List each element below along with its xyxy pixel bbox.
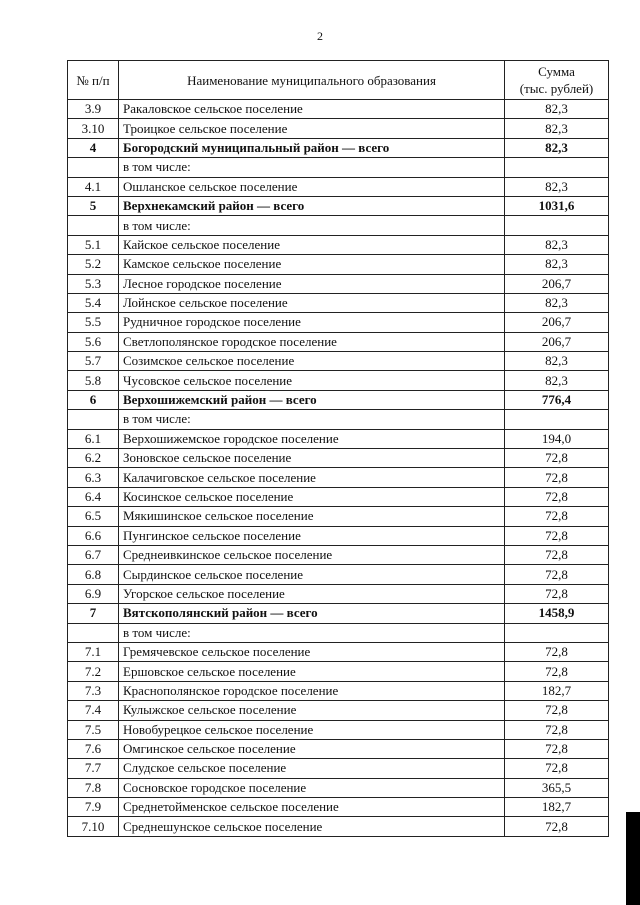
- row-number: 5: [68, 196, 119, 215]
- row-sum: 82,3: [505, 119, 609, 138]
- row-number: 6.8: [68, 565, 119, 584]
- row-sum: 194,0: [505, 429, 609, 448]
- row-name: Чусовское сельское поселение: [119, 371, 505, 390]
- row-name: Ошланское сельское поселение: [119, 177, 505, 196]
- row-number: 7.1: [68, 642, 119, 661]
- row-number: 5.3: [68, 274, 119, 293]
- row-number: 6.9: [68, 584, 119, 603]
- row-name: Ершовское сельское поселение: [119, 662, 505, 681]
- row-sum: 72,8: [505, 526, 609, 545]
- row-sum: 82,3: [505, 352, 609, 371]
- table-row: [68, 468, 609, 487]
- row-name: Новобурецкое сельское поселение: [119, 720, 505, 739]
- row-sum: 82,3: [505, 235, 609, 254]
- row-sum: 82,3: [505, 371, 609, 390]
- row-number: 7.10: [68, 817, 119, 836]
- row-name: Зоновское сельское поселение: [119, 449, 505, 468]
- table-row: [68, 681, 609, 700]
- table-row: [68, 293, 609, 312]
- row-sum: 82,3: [505, 100, 609, 119]
- allocation-table: [67, 60, 609, 837]
- table-row: [68, 642, 609, 661]
- table-row: [68, 235, 609, 254]
- table-row: [68, 274, 609, 293]
- row-number: 4: [68, 138, 119, 157]
- row-number: 5.2: [68, 255, 119, 274]
- row-number: 6.2: [68, 449, 119, 468]
- row-name: Вятскополянский район — всего: [119, 604, 505, 623]
- row-number: 7.8: [68, 778, 119, 797]
- row-name: Сосновское городское поселение: [119, 778, 505, 797]
- table-row: [68, 798, 609, 817]
- table-row: [68, 216, 609, 235]
- row-sum: 206,7: [505, 274, 609, 293]
- row-sum: 1458,9: [505, 604, 609, 623]
- row-name: Среднетойменское сельское поселение: [119, 798, 505, 817]
- table-row: [68, 352, 609, 371]
- row-number: 5.7: [68, 352, 119, 371]
- row-number: 7.2: [68, 662, 119, 681]
- row-name: Богородский муниципальный район — всего: [119, 138, 505, 157]
- table-row: [68, 119, 609, 138]
- table-row: [68, 817, 609, 836]
- row-sum: [505, 158, 609, 177]
- row-number: 6.4: [68, 487, 119, 506]
- row-sum: 72,8: [505, 487, 609, 506]
- row-sum: 72,8: [505, 739, 609, 758]
- table-row: [68, 545, 609, 564]
- row-number: 3.10: [68, 119, 119, 138]
- row-name: Мякишинское сельское поселение: [119, 507, 505, 526]
- row-name: Сырдинское сельское поселение: [119, 565, 505, 584]
- scan-edge-mark: [626, 812, 640, 905]
- table-row: [68, 158, 609, 177]
- table-row: [68, 429, 609, 448]
- table-row: [68, 196, 609, 215]
- row-name: Верхошижемский район — всего: [119, 390, 505, 409]
- table-row: [68, 604, 609, 623]
- row-number: 6.6: [68, 526, 119, 545]
- row-name: Гремячевское сельское поселение: [119, 642, 505, 661]
- row-sum: 72,8: [505, 720, 609, 739]
- table-row: [68, 623, 609, 642]
- row-number: 5.6: [68, 332, 119, 351]
- row-number: [68, 158, 119, 177]
- row-name: Лойнское сельское поселение: [119, 293, 505, 312]
- row-number: 7.9: [68, 798, 119, 817]
- row-number: 7.4: [68, 701, 119, 720]
- header-number: № п/п: [68, 61, 119, 100]
- row-number: 6: [68, 390, 119, 409]
- row-number: 6.5: [68, 507, 119, 526]
- row-sum: 72,8: [505, 817, 609, 836]
- header-sum-title: Сумма: [538, 64, 575, 79]
- table-row: [68, 526, 609, 545]
- row-name: Верхнекамский район — всего: [119, 196, 505, 215]
- row-sum: 182,7: [505, 798, 609, 817]
- row-name: Светлополянское городское поселение: [119, 332, 505, 351]
- row-name: Косинское сельское поселение: [119, 487, 505, 506]
- row-sum: [505, 623, 609, 642]
- table-row: [68, 449, 609, 468]
- row-number: 7: [68, 604, 119, 623]
- row-number: 5.4: [68, 293, 119, 312]
- table-row: [68, 410, 609, 429]
- row-number: 6.7: [68, 545, 119, 564]
- row-name: в том числе:: [119, 216, 505, 235]
- row-name: Кайское сельское поселение: [119, 235, 505, 254]
- row-name: Камское сельское поселение: [119, 255, 505, 274]
- row-number: 4.1: [68, 177, 119, 196]
- table-row: [68, 371, 609, 390]
- row-number: 7.7: [68, 759, 119, 778]
- row-name: Омгинское сельское поселение: [119, 739, 505, 758]
- table-row: [68, 720, 609, 739]
- row-name: Созимское сельское поселение: [119, 352, 505, 371]
- row-number: [68, 216, 119, 235]
- row-sum: 72,8: [505, 468, 609, 487]
- table-row: [68, 313, 609, 332]
- row-sum: [505, 216, 609, 235]
- table-row: [68, 662, 609, 681]
- row-number: [68, 623, 119, 642]
- row-name: в том числе:: [119, 410, 505, 429]
- table-row: [68, 584, 609, 603]
- row-sum: 72,8: [505, 701, 609, 720]
- row-sum: 72,8: [505, 584, 609, 603]
- row-sum: 72,8: [505, 507, 609, 526]
- row-sum: 82,3: [505, 293, 609, 312]
- table-row: [68, 565, 609, 584]
- row-sum: 72,8: [505, 565, 609, 584]
- row-name: Краснополянское городское поселение: [119, 681, 505, 700]
- row-number: 7.6: [68, 739, 119, 758]
- table-row: [68, 255, 609, 274]
- table-row: [68, 100, 609, 119]
- row-name: в том числе:: [119, 158, 505, 177]
- table-header-row: [68, 61, 609, 100]
- row-sum: 1031,6: [505, 196, 609, 215]
- row-sum: 776,4: [505, 390, 609, 409]
- row-name: Рудничное городское поселение: [119, 313, 505, 332]
- row-sum: 72,8: [505, 449, 609, 468]
- row-sum: 365,5: [505, 778, 609, 797]
- table-row: [68, 739, 609, 758]
- row-sum: 182,7: [505, 681, 609, 700]
- table-row: [68, 507, 609, 526]
- row-number: 5.1: [68, 235, 119, 254]
- row-sum: [505, 410, 609, 429]
- row-name: Слудское сельское поселение: [119, 759, 505, 778]
- table-row: [68, 778, 609, 797]
- row-number: 7.5: [68, 720, 119, 739]
- row-name: Угорское сельское поселение: [119, 584, 505, 603]
- row-name: Верхошижемское городское поселение: [119, 429, 505, 448]
- row-number: [68, 410, 119, 429]
- header-sum-unit: (тыс. рублей): [519, 81, 594, 96]
- row-name: Пунгинское сельское поселение: [119, 526, 505, 545]
- row-number: 6.1: [68, 429, 119, 448]
- row-name: Ракаловское сельское поселение: [119, 100, 505, 119]
- table-body: [68, 100, 609, 837]
- row-name: Калачиговское сельское поселение: [119, 468, 505, 487]
- row-number: 5.8: [68, 371, 119, 390]
- row-sum: 72,8: [505, 545, 609, 564]
- row-name: Среднеивкинское сельское поселение: [119, 545, 505, 564]
- row-name: Троицкое сельское поселение: [119, 119, 505, 138]
- row-number: 5.5: [68, 313, 119, 332]
- row-sum: 72,8: [505, 759, 609, 778]
- row-sum: 72,8: [505, 642, 609, 661]
- row-name: Лесное городское поселение: [119, 274, 505, 293]
- page-number: 2: [317, 29, 323, 43]
- row-sum: 82,3: [505, 177, 609, 196]
- row-name: в том числе:: [119, 623, 505, 642]
- table-row: [68, 390, 609, 409]
- table-row: [68, 177, 609, 196]
- row-number: 6.3: [68, 468, 119, 487]
- header-name: Наименование муниципального образования: [119, 61, 505, 100]
- row-sum: 82,3: [505, 255, 609, 274]
- header-sum: [505, 61, 609, 100]
- table-row: [68, 759, 609, 778]
- row-sum: 206,7: [505, 313, 609, 332]
- table-row: [68, 332, 609, 351]
- row-sum: 206,7: [505, 332, 609, 351]
- row-sum: 82,3: [505, 138, 609, 157]
- table-row: [68, 138, 609, 157]
- table-row: [68, 701, 609, 720]
- row-number: 7.3: [68, 681, 119, 700]
- row-name: Среднешунское сельское поселение: [119, 817, 505, 836]
- row-number: 3.9: [68, 100, 119, 119]
- row-name: Кулыжское сельское поселение: [119, 701, 505, 720]
- row-sum: 72,8: [505, 662, 609, 681]
- table-row: [68, 487, 609, 506]
